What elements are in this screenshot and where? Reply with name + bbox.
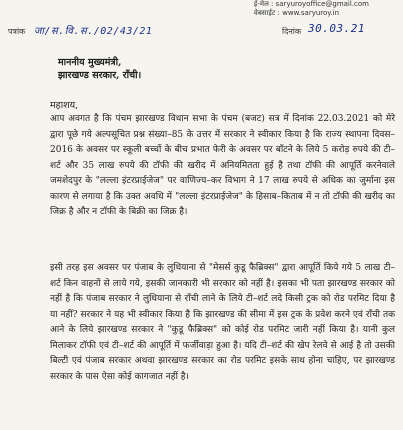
patrank-label: पत्रांक xyxy=(8,27,26,36)
dinank-label: दिनांक xyxy=(282,27,301,36)
patrank-value: जा/स.वि.स./02/43/21 xyxy=(34,26,153,37)
email-text: ई-मेल : saryuroyoffice@gmail.com xyxy=(253,0,369,8)
recipient-address xyxy=(58,56,141,82)
dinank-value: 30.03.21 xyxy=(308,22,365,35)
contact-block xyxy=(254,0,369,18)
body-paragraph-2: इसी तरह इस अवसर पर पंजाब के लुधियाना से "मेसर्स कुडू फैब्रिक्स" द्वारा आपूर्ति किये गये 5 लाख टी–शर्ट किन वाहनों से लाये गये, इसकी जानकारी भी सरकार को नहीं है। इसका भी पता झारखण्ड सरकार को नहीं है कि पंजाब सरकार ने लुधियाना से राँची लाने के लिये टी–शर्ट लदे किसी ट्रक को रोड परमिट दिया है या नहीं? सरकार ने यह भी स्वीकार किया है कि झारखण्ड की सीमा में इस ट्रक के प्रवेश करने एवं राँची तक आने के लिये झारखण्ड सरकार ने "कुडू फैब्रिक्स" को कोई रोड परमिट जारी नहीं किया है। यानी कुल मिलाकर टॉफी एवं टी–शर्ट की आपूर्ति में फर्जीवाड़ा हुआ है। यदि टी–शर्ट की खेप रेलवे से आई है तो उसकी बिल्टी एवं पंजाब सरकार अथवा झारखण्ड सरकार का रोड परमिट इसके साथ होना चाहिए, पर झारखण्ड सरकार के पास ऐसा कोई कागजात नहीं है। xyxy=(50,263,395,382)
reference-row xyxy=(8,22,393,42)
recipient-line-2: झारखण्ड सरकार, राँची। xyxy=(58,70,142,81)
website-text: वेबसाईट : www.saryuroy.in xyxy=(253,9,340,17)
salutation: महाशय, xyxy=(50,100,79,111)
recipient-line-1: माननीय मुख्यमंत्री, xyxy=(58,57,122,68)
body-paragraph-1: आप अवगत है कि पंचम झारखण्ड विधान सभा के पंचम (बजट) सत्र में दिनांक 22.03.2021 को मेरे द्वारा पूछे गये अल्पसूचित प्रश्न संख्या–85 के उत्तर में सरकार ने स्वीकार किया है कि राज्य स्थापना दिवस–2016 के अवसर पर स्कूली बच्चों के बीच प्रभात फेरी के अवसर पर बाँटने के लिये 5 करोड़ रुपये की टी–शर्ट और 35 लाख रुपये की टॉफी की खरीद में अनियमितता हुई है तथा टॉफी की आपूर्ति करनेवाले जमशेदपुर के "लल्ला इंटरप्राईजेज" पर वाणिज्य–कर विभाग ने 17 लाख रुपये से अधिक का जुर्माना इस कारण से लगाया है कि उक्त अवधि में "लल्ला इंटरप्राईजेज" के हिसाब–किताब में न तो टॉफी की खरीद का जिक्र है और न टॉफी के बिक्री का जिक्र है। xyxy=(50,114,395,217)
